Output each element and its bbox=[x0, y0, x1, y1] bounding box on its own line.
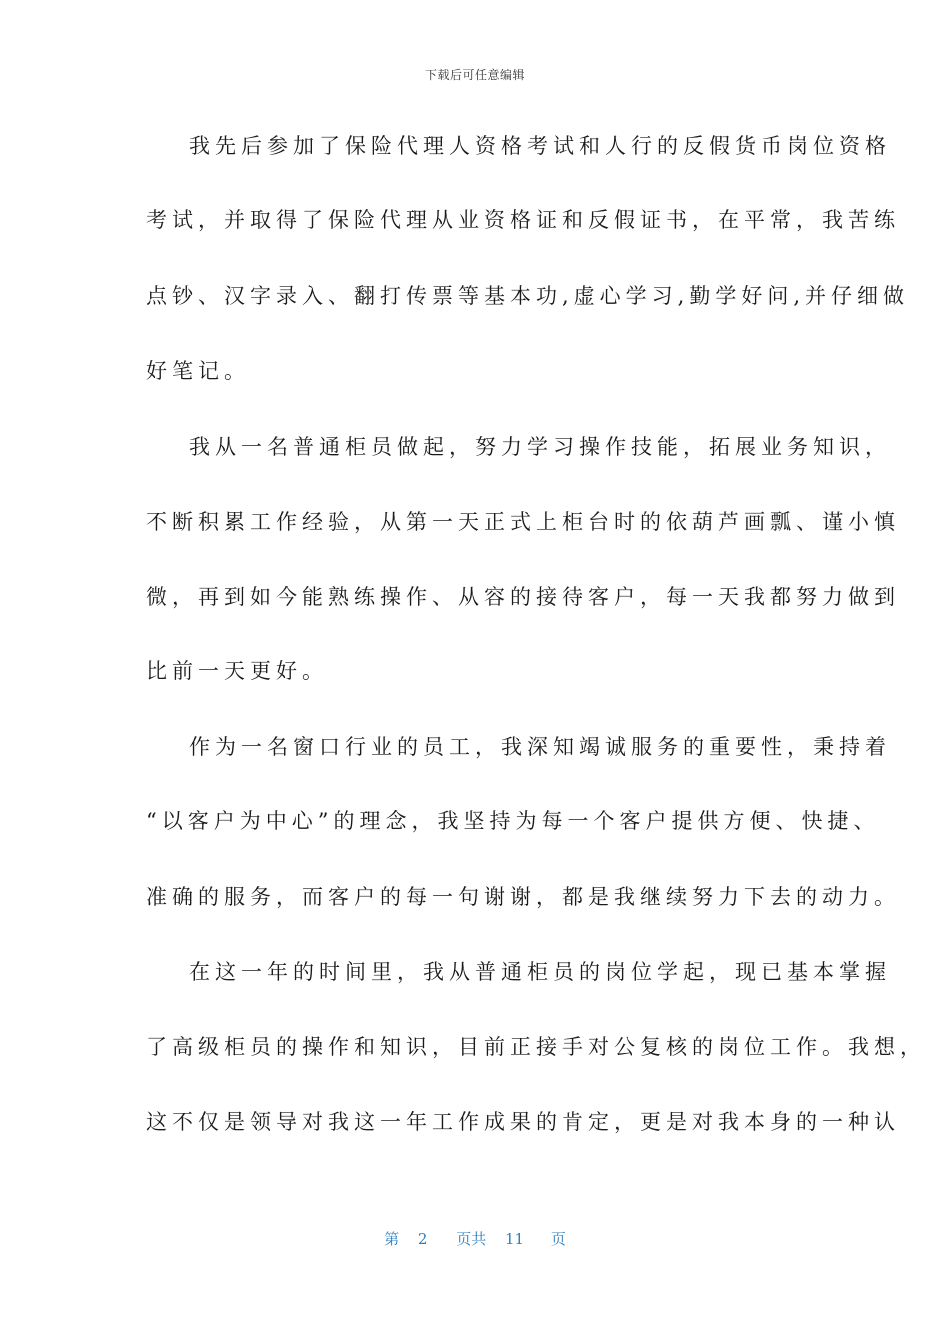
text-line: 准确的服务，而客户的每一句谢谢，都是我继续努力下去的动力。 bbox=[146, 885, 900, 909]
page-header: 下载后可任意编辑 bbox=[424, 68, 525, 82]
text-line: “以客户为中心”的理念，我坚持为每一个客户提供方便、快捷、 bbox=[146, 809, 880, 833]
text-line: 好笔记。 bbox=[146, 359, 250, 383]
footer-suffix: 页 bbox=[550, 1230, 566, 1248]
text-line: 微，再到如今能熟练操作、从容的接待客户，每一天我都努力做到 bbox=[146, 585, 900, 609]
text-line: 我从一名普通柜员做起，努力学习操作技能，拓展业务知识， bbox=[189, 435, 891, 459]
text-line: 作为一名窗口行业的员工，我深知竭诚服务的重要性，秉持着 bbox=[189, 735, 891, 759]
text-line: 比前一天更好。 bbox=[146, 659, 328, 683]
text-line: 在这一年的时间里，我从普通柜员的岗位学起，现已基本掌握 bbox=[189, 960, 891, 984]
text-line: 我先后参加了保险代理人资格考试和人行的反假货币岗位资格 bbox=[189, 134, 891, 158]
footer-total-pages: 11 bbox=[505, 1230, 525, 1248]
text-line: 这不仅是领导对我这一年工作成果的肯定，更是对我本身的一种认 bbox=[146, 1110, 900, 1134]
page-footer bbox=[0, 1228, 950, 1249]
text-line: 点钞、汉字录入、翻打传票等基本功,虚心学习,勤学好问,并仔细做 bbox=[146, 284, 910, 308]
text-line: 不断积累工作经验，从第一天正式上柜台时的依葫芦画瓢、谨小慎 bbox=[146, 510, 900, 534]
text-line: 考试，并取得了保险代理从业资格证和反假证书，在平常，我苦练 bbox=[146, 208, 900, 232]
text-line: 了高级柜员的操作和知识，目前正接手对公复核的岗位工作。我想， bbox=[146, 1035, 926, 1059]
footer-prefix: 第 bbox=[384, 1230, 400, 1248]
footer-middle: 页共 bbox=[456, 1230, 487, 1248]
footer-current-page: 2 bbox=[417, 1230, 428, 1248]
